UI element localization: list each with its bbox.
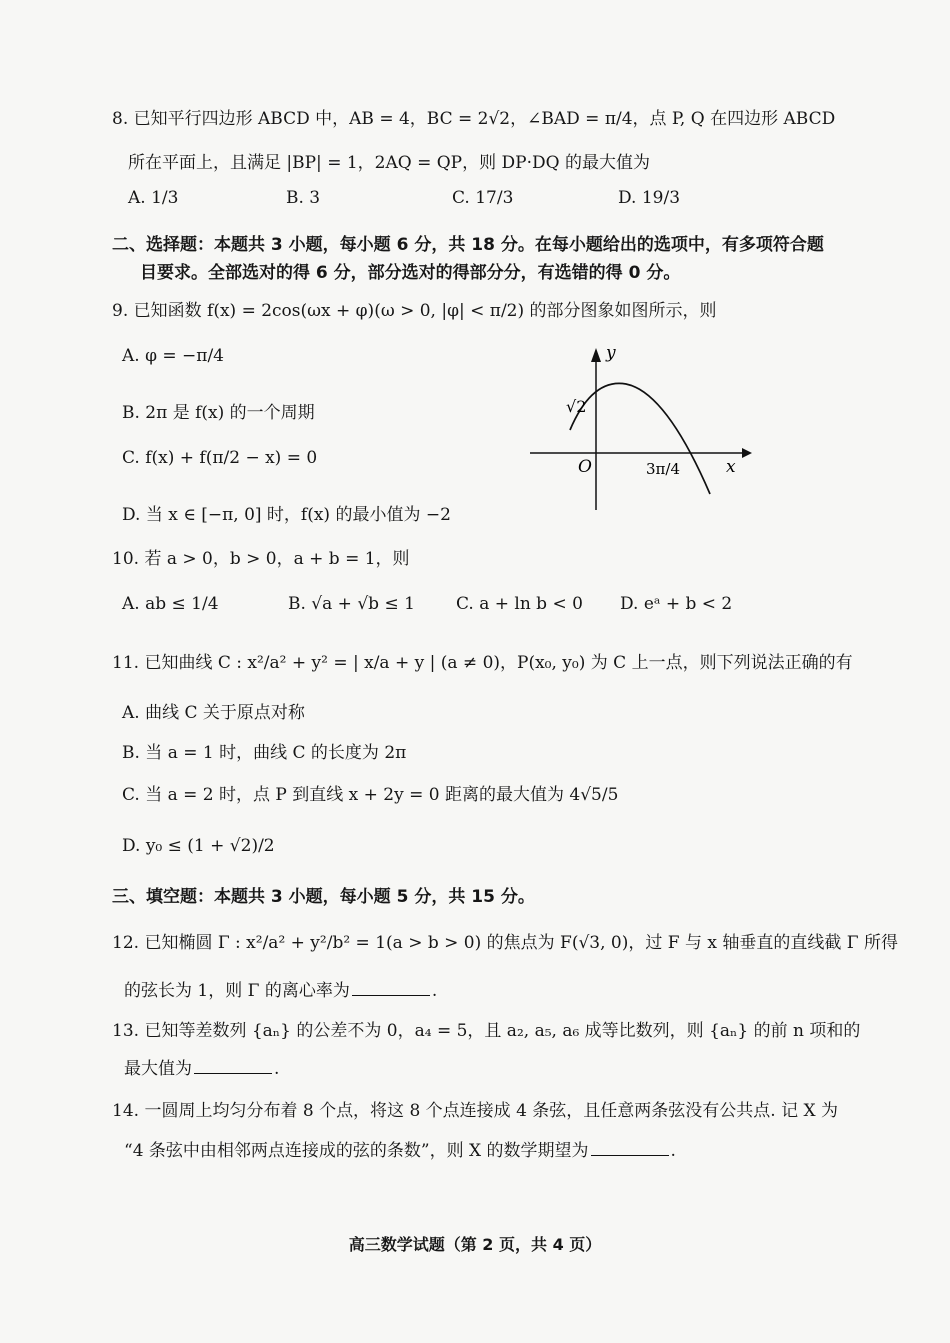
q9-option-c: C. f(x) + f(π/2 − x) = 0 [122,448,318,468]
q9-stem: 9. 已知函数 f(x) = 2cos(ωx + φ)(ω > 0, |φ| < π/2) 的部分图象如图所示，则 [112,301,717,321]
q11-option-b: B. 当 a = 1 时，曲线 C 的长度为 2π [122,743,407,763]
page-footer: 高三数学试题（第 2 页，共 4 页） [348,1235,602,1254]
q8-option-b: B. 3 [286,188,321,208]
q8-line1: 8. 已知平行四边形 ABCD 中，AB = 4，BC = 2√2，∠BAD = π/4，点 P, Q 在四边形 ABCD [112,109,836,129]
q11-stem: 11. 已知曲线 C : x²/a² + y² = | x/a + y | (a ≠ 0)，P(x₀, y₀) 为 C 上一点，则下列说法正确的有 [112,653,853,673]
q9-function-graph [520,340,760,520]
q8-line2: 所在平面上，且满足 |BP| = 1，2AQ = QP，则 DP·DQ 的最大值为 [128,153,650,173]
cosine-curve [570,383,710,494]
q12-line2-wrap: 的弦长为 1，则 Γ 的离心率为 . [124,981,438,1001]
q10-stem: 10. 若 a > 0，b > 0，a + b = 1，则 [112,549,410,569]
q9-option-b: B. 2π 是 f(x) 的一个周期 [122,403,315,423]
q11-option-c: C. 当 a = 2 时，点 P 到直线 x + 2y = 0 距离的最大值为 4√5/5 [122,785,619,805]
q12-line1: 12. 已知椭圆 Γ : x²/a² + y²/b² = 1(a > b > 0) 的焦点为 F(√3, 0)，过 F 与 x 轴垂直的直线截 Γ 所得 [112,933,898,953]
x-tick-3pi-over-4: 3π/4 [646,460,680,478]
q14-line2: “4 条弦中由相邻两点连接成的弦的条数”，则 X 的数学期望为 [124,1141,589,1161]
x-axis-arrow [742,448,752,458]
y-axis-label: y [606,343,616,363]
q14-answer-blank[interactable] [591,1141,669,1156]
q13-line2-wrap: 最大值为 . [124,1059,280,1079]
q10-option-a: A. ab ≤ 1/4 [122,594,219,614]
section2-line2: 目要求。全部选对的得 6 分，部分选对的得部分分，有选错的得 0 分。 [140,263,681,283]
q11-option-d: D. y₀ ≤ (1 + √2)/2 [122,836,275,856]
x-axis-label: x [726,457,736,477]
section3-title: 三、填空题：本题共 3 小题，每小题 5 分，共 15 分。 [112,887,535,907]
q10-option-b: B. √a + √b ≤ 1 [288,594,415,614]
q10-option-c: C. a + ln b < 0 [456,594,583,614]
q8-option-a: A. 1/3 [128,188,179,208]
y-axis-arrow [591,348,601,362]
q8-option-d: D. 19/3 [618,188,681,208]
q9-option-d: D. 当 x ∈ [−π, 0] 时，f(x) 的最小值为 −2 [122,505,451,525]
q11-option-a: A. 曲线 C 关于原点对称 [122,703,305,723]
origin-label: O [578,457,592,477]
q13-line2: 最大值为 [124,1059,192,1079]
q13-line1: 13. 已知等差数列 {aₙ} 的公差不为 0，a₄ = 5，且 a₂, a₅, a₆ 成等比数列，则 {aₙ} 的前 n 项和的 [112,1021,861,1041]
section2-line1: 二、选择题：本题共 3 小题，每小题 6 分，共 18 分。在每小题给出的选项中，有多项符合题 [112,235,824,255]
q8-option-c: C. 17/3 [452,188,514,208]
y-tick-sqrt2: √2 [566,397,587,416]
q9-option-a: A. φ = −π/4 [122,346,224,366]
q12-answer-blank[interactable] [352,981,430,996]
q14-line2-wrap: “4 条弦中由相邻两点连接成的弦的条数”，则 X 的数学期望为 . [124,1141,676,1161]
q10-option-d: D. eᵃ + b < 2 [620,594,733,614]
q13-answer-blank[interactable] [194,1059,272,1074]
q14-line1: 14. 一圆周上均匀分布着 8 个点，将这 8 个点连接成 4 条弦，且任意两条弦没有公共点. 记 X 为 [112,1101,839,1121]
q12-line2: 的弦长为 1，则 Γ 的离心率为 [124,981,350,1001]
